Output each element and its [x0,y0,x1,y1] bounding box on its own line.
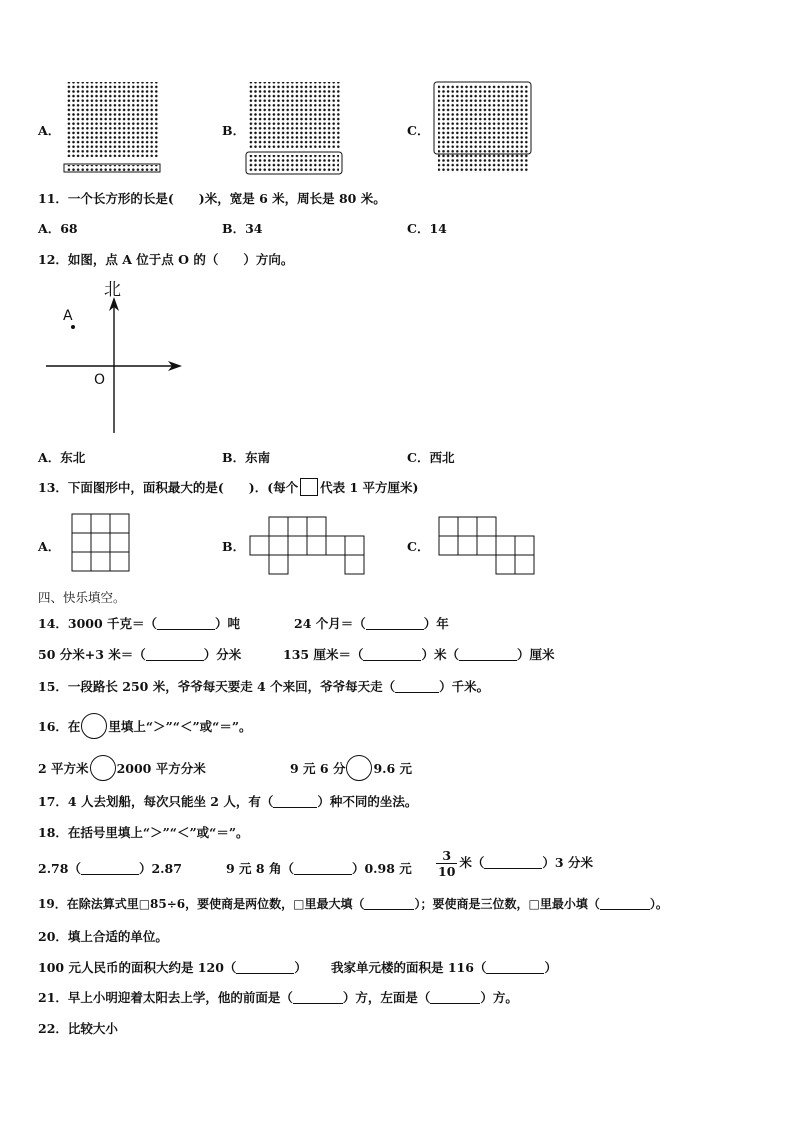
q15-text: ）千米。 [439,679,490,694]
q20-item-2 [331,958,557,976]
q14-text: 135 厘米＝（ [283,647,364,662]
compare-circle-icon [81,713,107,739]
fraction-numerator: 3 [436,848,457,864]
compare-circle-1[interactable] [90,755,116,781]
q14-blank-1[interactable] [157,617,215,630]
q18-text: ）0.98 元 [351,861,412,876]
q15 [38,677,489,695]
q12-compass-figure [40,275,190,440]
q20-item-1 [38,958,307,976]
q20-text: 我家单元楼的面积是 116（ [331,960,487,975]
q18-blank-2[interactable] [294,862,352,875]
point-a [71,325,75,329]
section-4-title: 四、快乐填空。 [38,590,126,605]
q14-blank-4[interactable] [363,648,421,661]
q18-blank-3[interactable] [484,856,542,869]
q14-line1-right [294,614,449,632]
q21-blank-1[interactable] [293,991,343,1004]
q16-item-1 [38,755,206,781]
q15-text: 15．一段路长 250 米，爷爷每天要走 4 个来回，爷爷每天走（ [38,679,396,694]
q10-figure-b [244,80,346,176]
q14-text: 14．3000 千克＝（ [38,616,158,631]
q19-blank-1[interactable] [364,897,414,910]
q15-blank[interactable] [395,680,439,693]
q20-text: ） [544,960,557,975]
q18-blank-1[interactable] [81,862,139,875]
q14-text: 50 分米+3 米＝（ [38,647,146,662]
q20-blank-2[interactable] [486,961,544,974]
q16-text: 9.6 元 [373,761,413,776]
q18-text: ）3 分米 [542,855,593,870]
q11-stem: 11．一个长方形的长是( )米，宽是 6 米，周长是 80 米。 [38,191,386,206]
q13-stem-part1: 13．下面图形中，面积最大的是( )．(每个 [38,480,299,495]
q13-figure-a [70,512,132,574]
q17 [38,792,417,810]
q16-stem [38,713,252,739]
q14-blank-3[interactable] [146,648,204,661]
fraction [436,848,457,879]
q19-text: ）。 [649,897,668,911]
q21 [38,988,518,1006]
q20-text: ） [294,960,307,975]
q11-option-b: B．34 [222,221,263,236]
q14-text: ）分米 [203,647,242,662]
q20-stem: 20．填上合适的单位。 [38,929,168,944]
q10-option-c-label: C． [407,123,430,138]
q18-item-2 [226,859,412,877]
point-a-label: A [63,308,73,324]
q19-text: ）；要使商是三位数，□里最小填（ [414,897,600,911]
q16-text: 2000 平方分米 [116,761,206,776]
q11-option-a: A．68 [38,221,78,236]
north-label: 北 [104,280,121,300]
q12-option-a: A．东北 [38,450,86,465]
unit-square-icon [300,478,318,496]
q20-text: 100 元人民币的面积大约是 120（ [38,960,237,975]
q14-text: ）米（ [421,647,459,662]
q22-stem: 22．比较大小 [38,1021,118,1036]
q13-option-b: B． [222,539,246,554]
q14-line1-left [38,614,240,632]
q13-figure-b [248,515,366,575]
q14-blank-2[interactable] [366,617,424,630]
compare-circle-2[interactable] [346,755,372,781]
q12-option-b: B．东南 [222,450,271,465]
q12-stem: 12．如图，点 A 位于点 O 的（ ）方向。 [38,252,294,267]
q14-text: 24 个月＝（ [294,616,366,631]
q16-item-2 [290,755,412,781]
q18-stem: 18．在括号里填上“＞”“＜”或“＝”。 [38,825,249,840]
q14-line2-right [283,645,554,663]
q14-line2-left [38,645,241,663]
q20-blank-1[interactable] [236,961,294,974]
q17-text: ）种不同的坐法。 [317,794,418,809]
origin-label: O [94,372,106,388]
q14-text: ）吨 [215,616,241,631]
q16-text: 16．在 [38,719,81,734]
q16-text: 里填上“＞”“＜”或“＝”。 [108,719,252,734]
q21-blank-2[interactable] [430,991,480,1004]
q12-option-c: C．西北 [407,450,455,465]
q21-text: ）方。 [480,990,518,1005]
q10-figure-c [432,80,534,176]
q14-blank-5[interactable] [459,648,517,661]
q13-option-a: A． [38,539,61,554]
q14-text: ）厘米 [516,647,555,662]
q13-stem [38,478,418,496]
q18-text: 米（ [459,855,485,870]
q16-text: 9 元 6 分 [290,761,346,776]
q18-item-1 [38,859,182,877]
q10-option-a-label: A． [38,123,61,138]
q18-text: ）2.87 [138,861,182,876]
q13-stem-part2: 代表 1 平方厘米) [320,480,419,495]
q13-option-c: C． [407,539,430,554]
q16-text: 2 平方米 [38,761,89,776]
q10-option-b-label: B． [222,123,246,138]
q19-blank-2[interactable] [600,897,650,910]
q10-figure-a [62,80,164,176]
q18-text: 2.78（ [38,861,81,876]
dot-grid [438,85,528,173]
dot-grid [66,82,158,157]
q13-figure-c [437,515,535,575]
q14-text: ）年 [423,616,449,631]
q18-text: 9 元 8 角（ [226,861,294,876]
q17-blank[interactable] [273,795,317,808]
q19 [38,895,668,912]
dot-grid [248,82,340,148]
q19-text: 19．在除法算式里□85÷6，要使商是两位数，□里最大填（ [38,897,365,911]
q18-item-3 [434,848,593,879]
q21-text: 21．早上小明迎着太阳去上学，他的前面是（ [38,990,293,1005]
q17-text: 17．4 人去划船，每次只能坐 2 人，有（ [38,794,274,809]
fraction-denominator: 10 [438,864,456,879]
q11-option-c: C．14 [407,221,447,236]
q21-text: ）方，左面是（ [342,990,431,1005]
